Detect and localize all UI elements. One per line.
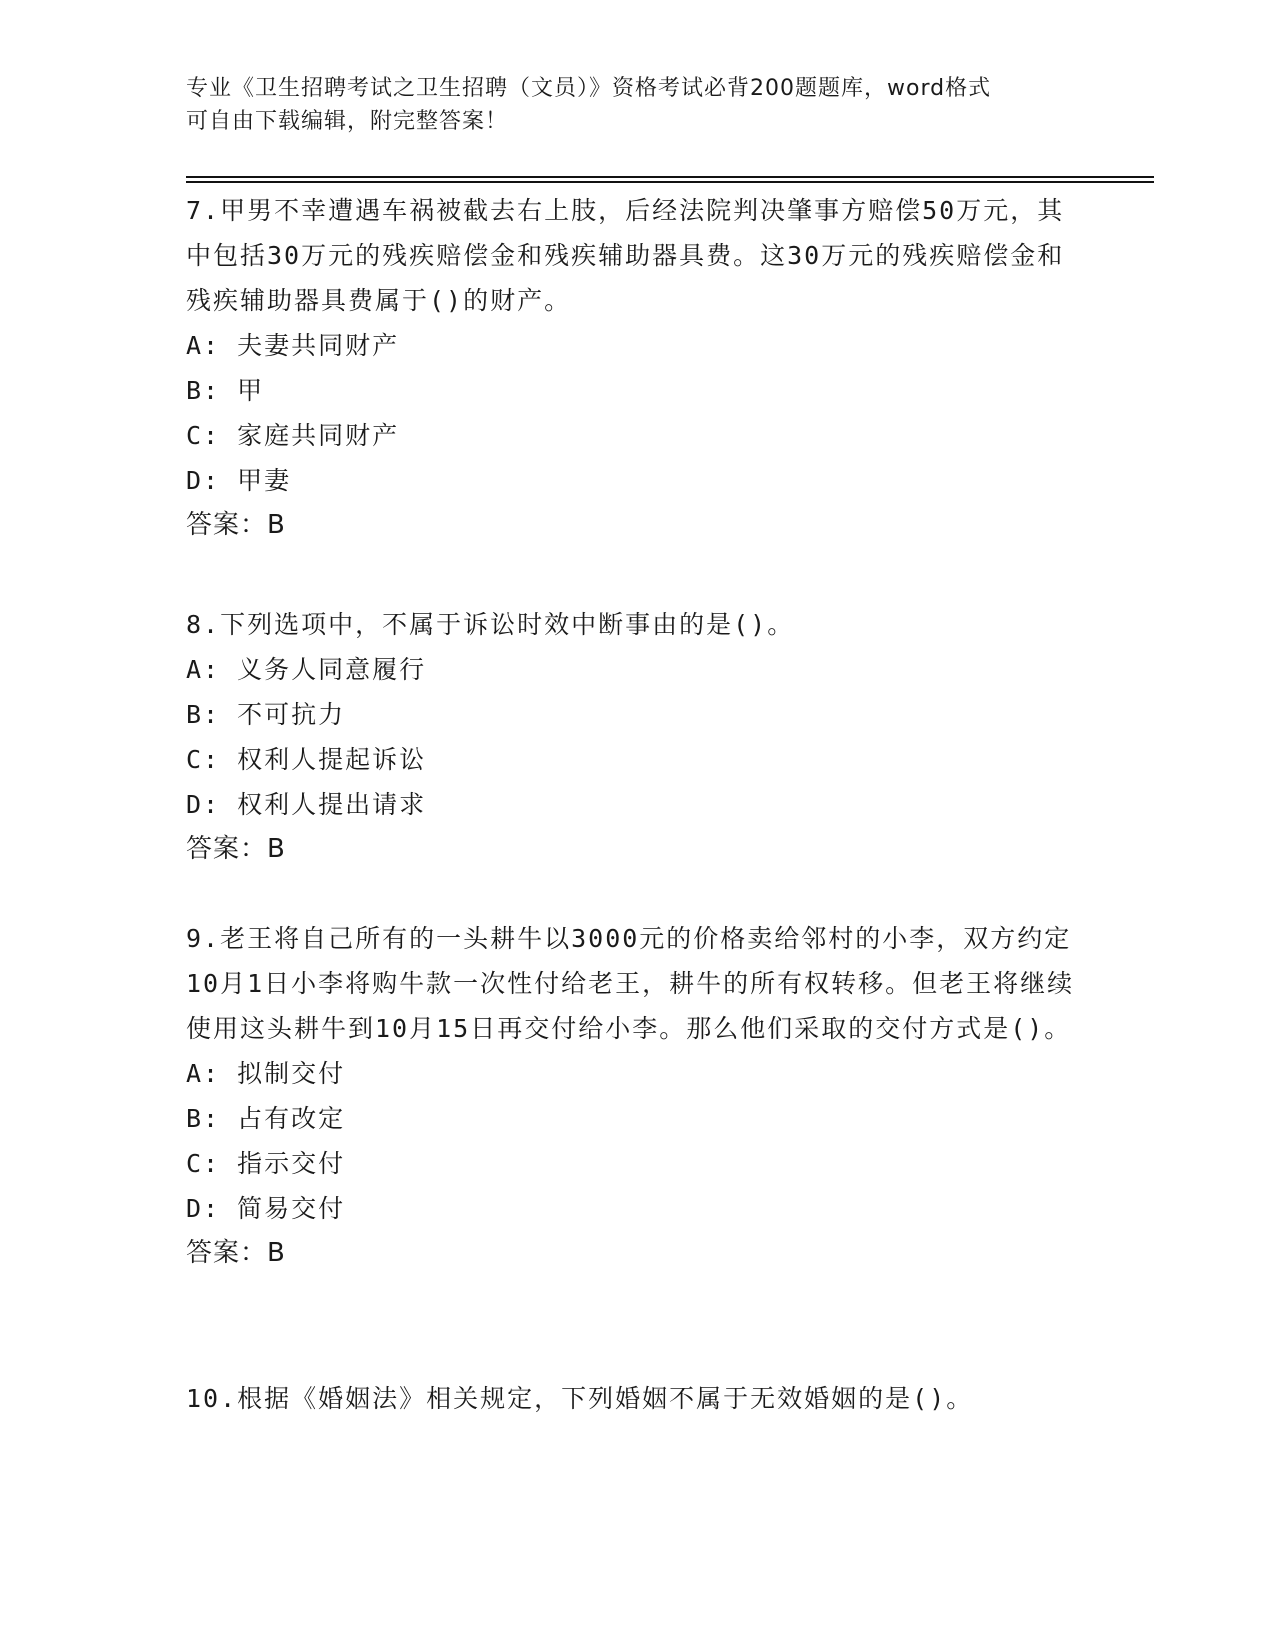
question-stem: 10.根据《婚姻法》相关规定，下列婚姻不属于无效婚姻的是()。 bbox=[186, 1384, 974, 1413]
question-stem: 9.老王将自己所有的一头耕牛以3000元的价格卖给邻村的小李，双方约定10月1日小李将购牛款一次性付给老王，耕牛的所有权转移。但老王将继续使用这头耕牛到10月15日再交付给小李。那么他们采取的交付方式是()。 bbox=[186, 924, 1075, 1043]
answer-line: 答案：B bbox=[186, 834, 286, 864]
question-8 bbox=[186, 602, 1086, 872]
option-c: C: 指示交付 bbox=[186, 1149, 346, 1178]
option-a: A: 拟制交付 bbox=[186, 1059, 346, 1088]
option-b: B: 占有改定 bbox=[186, 1104, 346, 1133]
option-b: B: 甲 bbox=[186, 376, 265, 405]
option-a: A: 义务人同意履行 bbox=[186, 655, 427, 684]
question-stem: 7.甲男不幸遭遇车祸被截去右上肢，后经法院判决肇事方赔偿50万元，其中包括30万元的残疾赔偿金和残疾辅助器具费。这30万元的残疾赔偿金和残疾辅助器具费属于()的财产。 bbox=[186, 196, 1065, 315]
header-line-1: 专业《卫生招聘考试之卫生招聘（文员）》资格考试必背200题题库，word格式 bbox=[186, 76, 992, 101]
option-c: C: 权利人提起诉讼 bbox=[186, 745, 427, 774]
answer-line: 答案：B bbox=[186, 1238, 286, 1268]
option-d: D: 权利人提出请求 bbox=[186, 790, 427, 819]
header-divider-top bbox=[186, 176, 1154, 178]
option-b: B: 不可抗力 bbox=[186, 700, 346, 729]
question-9 bbox=[186, 916, 1086, 1276]
header-divider-bottom bbox=[186, 181, 1154, 183]
question-stem: 8.下列选项中，不属于诉讼时效中断事由的是()。 bbox=[186, 610, 795, 639]
header-line-2: 可自由下载编辑，附完整答案！ bbox=[186, 109, 509, 134]
question-10 bbox=[186, 1376, 1086, 1421]
option-d: D: 甲妻 bbox=[186, 466, 292, 495]
document-header bbox=[186, 72, 1066, 138]
option-c: C: 家庭共同财产 bbox=[186, 421, 400, 450]
answer-line: 答案：B bbox=[186, 510, 286, 540]
option-a: A: 夫妻共同财产 bbox=[186, 331, 400, 360]
question-7 bbox=[186, 188, 1086, 548]
option-d: D: 简易交付 bbox=[186, 1194, 346, 1223]
